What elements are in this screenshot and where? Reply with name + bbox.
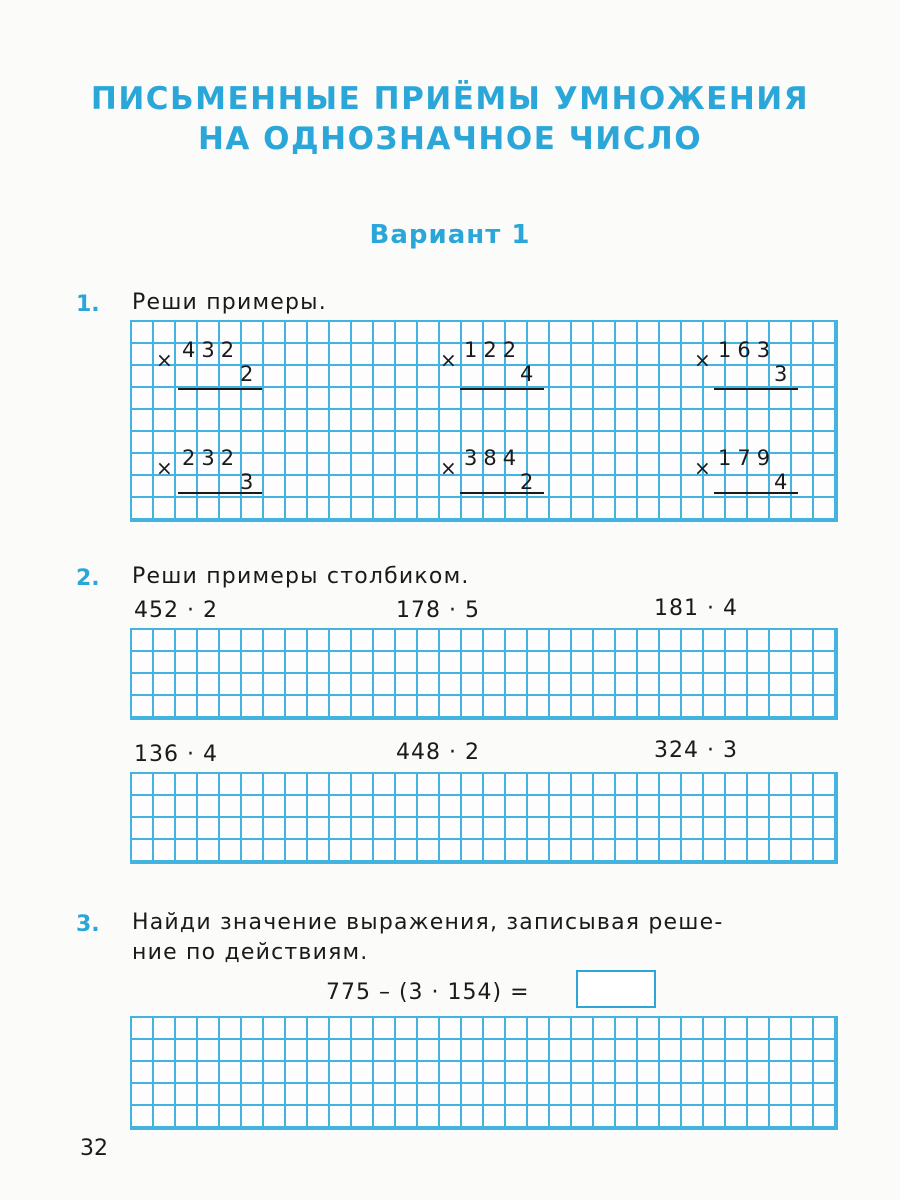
- times-sign: ×: [156, 348, 173, 372]
- multiplier: 3: [240, 470, 260, 494]
- task-3-expression: 775 – (3 · 154) =: [326, 980, 530, 1005]
- underline: [460, 492, 544, 494]
- multiplier: 4: [520, 362, 540, 386]
- multiplicand: 232: [182, 446, 241, 470]
- multiplier: 2: [240, 362, 260, 386]
- underline: [178, 492, 262, 494]
- page-title-line-1: ПИСЬМЕННЫЕ ПРИЁМЫ УМНОЖЕНИЯ: [90, 81, 810, 117]
- task-2-number: 2.: [76, 566, 100, 591]
- underline: [460, 388, 544, 390]
- column-example: 324 · 3: [654, 738, 738, 763]
- multiplication-example: [440, 442, 550, 502]
- multiplicand: 122: [464, 338, 523, 362]
- task-2-grid-bottom[interactable]: [130, 772, 838, 864]
- multiplication-example: [156, 442, 266, 502]
- column-example: 181 · 4: [654, 596, 738, 621]
- multiplication-example: [694, 442, 804, 502]
- task-2-grid-top[interactable]: [130, 628, 838, 720]
- multiplicand: 179: [718, 446, 777, 470]
- column-example: 136 · 4: [134, 742, 218, 767]
- multiplier: 4: [774, 470, 794, 494]
- page-title-line-2: НА ОДНОЗНАЧНОЕ ЧИСЛО: [197, 121, 703, 157]
- times-sign: ×: [440, 348, 457, 372]
- page-number: 32: [80, 1136, 108, 1161]
- multiplier: 2: [520, 470, 540, 494]
- multiplicand: 384: [464, 446, 523, 470]
- task-3-grid[interactable]: [130, 1016, 838, 1130]
- times-sign: ×: [694, 348, 711, 372]
- times-sign: ×: [694, 456, 711, 480]
- column-example: 452 · 2: [134, 598, 218, 623]
- multiplier: 3: [774, 362, 794, 386]
- underline: [178, 388, 262, 390]
- task-3-text-line-2: ние по действиям.: [132, 940, 369, 965]
- task-1-number: 1.: [76, 292, 100, 317]
- multiplication-example: [156, 334, 266, 394]
- multiplicand: 163: [718, 338, 777, 362]
- answer-box[interactable]: [576, 970, 656, 1008]
- column-example: 178 · 5: [396, 598, 480, 623]
- underline: [714, 388, 798, 390]
- multiplicand: 432: [182, 338, 241, 362]
- task-3-number: 3.: [76, 912, 100, 937]
- times-sign: ×: [440, 456, 457, 480]
- multiplication-example: [440, 334, 550, 394]
- column-example: 448 · 2: [396, 740, 480, 765]
- underline: [714, 492, 798, 494]
- multiplication-example: [694, 334, 804, 394]
- task-2-text: Реши примеры столбиком.: [132, 564, 470, 589]
- task-3-text-line-1: Найди значение выражения, записывая реше-: [132, 910, 724, 935]
- times-sign: ×: [156, 456, 173, 480]
- task-1-text: Реши примеры.: [132, 290, 327, 315]
- variant-heading: Вариант 1: [369, 220, 531, 250]
